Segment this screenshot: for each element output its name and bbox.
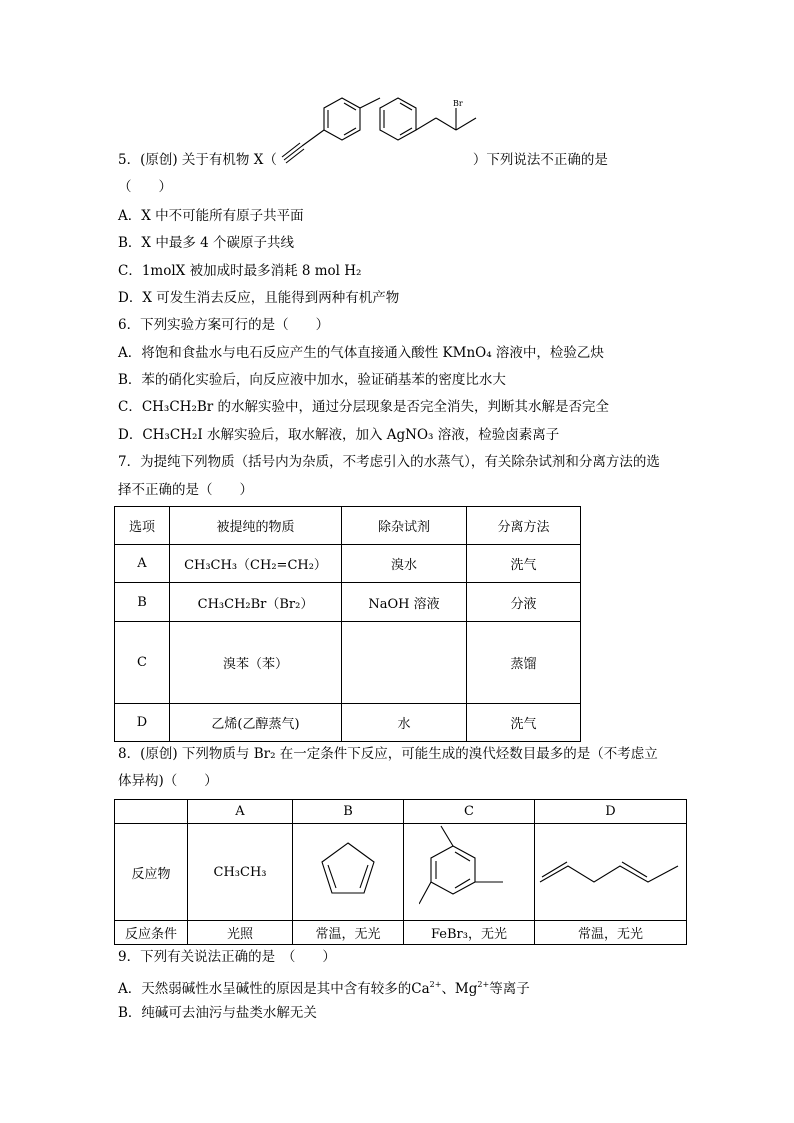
- q5-option-b: B．X 中最多 4 个碳原子共线: [118, 235, 294, 251]
- q5-paren: （ ）: [118, 179, 172, 195]
- q7-table: [114, 506, 581, 742]
- q7-header-method: 分离方法: [467, 507, 581, 545]
- q9-stem: 9．下列有关说法正确的是 （ ）: [118, 949, 336, 965]
- cyclopentadiene-structure: [308, 835, 388, 905]
- q7-cell: 洗气: [467, 545, 581, 583]
- q5-option-c: C．1molX 被加成时最多消耗 8 mol H₂: [118, 263, 362, 279]
- q8-header-a: A: [188, 800, 293, 824]
- mesitylene-structure: [419, 824, 519, 916]
- q7-header-reagent: 除杂试剂: [342, 507, 467, 545]
- q7-header-option: 选项: [115, 507, 170, 545]
- q8-stem-line2: 体异构)（ ）: [118, 773, 218, 789]
- q8-reactant-label: 反应物: [115, 824, 188, 921]
- q8-header-d: D: [535, 800, 687, 824]
- q7-cell: NaOH 溶液: [342, 583, 467, 622]
- q7-stem-line1: 7．为提纯下列物质（括号内为杂质，不考虑引入的水蒸气），有关除杂试剂和分离方法的选: [118, 454, 660, 470]
- q8-condition-b: 常温，无光: [293, 921, 404, 945]
- q7-cell: 溴苯（苯）: [170, 622, 342, 704]
- q8-table: [114, 799, 687, 945]
- q7-header-substance: 被提纯的物质: [170, 507, 342, 545]
- q5-option-a: A．X 中不可能所有原子共平面: [118, 208, 304, 224]
- q6-option-a: A．将饱和食盐水与电石反应产生的气体直接通入酸性 KMnO₄ 溶液中，检验乙炔: [118, 345, 604, 361]
- q7-stem-line2: 择不正确的是（ ）: [118, 482, 253, 498]
- q6-option-b: B．苯的硝化实验后，向反应液中加水，验证硝基苯的密度比水大: [118, 372, 506, 388]
- hexadiene-structure: [538, 850, 684, 890]
- q8-reactant-a: CH₃CH₃: [188, 824, 293, 921]
- q6-option-d: D．CH₃CH₂I 水解实验后，取水解液，加入 AgNO₃ 溶液，检验卤素离子: [118, 427, 560, 443]
- q7-cell: 乙烯(乙醇蒸气): [170, 704, 342, 742]
- q9-option-b: B．纯碱可去油污与盐类水解无关: [118, 1005, 317, 1021]
- q5-option-d: D．X 可发生消去反应，且能得到两种有机产物: [118, 290, 400, 306]
- q8-reactant-d: [535, 824, 687, 921]
- q7-cell: 分液: [467, 583, 581, 622]
- q7-cell: A: [115, 545, 170, 583]
- q8-reactant-b: [293, 824, 404, 921]
- bromine-label: Br: [453, 99, 463, 108]
- q7-cell: 蒸馏: [467, 622, 581, 704]
- q8-header-b: B: [293, 800, 404, 824]
- q7-cell: 洗气: [467, 704, 581, 742]
- q6-option-c: C．CH₃CH₂Br 的水解实验中，通过分层现象是否完全消失，判断其水解是否完全: [118, 399, 610, 415]
- q7-cell: [342, 622, 467, 704]
- q8-reactant-c: [404, 824, 535, 921]
- q7-cell: 水: [342, 704, 467, 742]
- q8-stem-line1: 8．(原创) 下列物质与 Br₂ 在一定条件下反应，可能生成的溴代烃数目最多的是（不考虑立: [118, 746, 658, 762]
- q7-cell: B: [115, 583, 170, 622]
- q9-option-a: A．天然弱碱性水呈碱性的原因是其中含有较多的$Ca^{2+}$、$Mg^{2+}$等离子: [118, 980, 530, 997]
- q8-condition-a: 光照: [188, 921, 293, 945]
- q7-cell: CH₃CH₂Br（Br₂）: [170, 583, 342, 622]
- q7-cell: C: [115, 622, 170, 704]
- q7-cell: 溴水: [342, 545, 467, 583]
- q6-stem: 6．下列实验方案可行的是（ ）: [118, 317, 330, 333]
- q7-cell: D: [115, 704, 170, 742]
- q8-condition-c: FeBr₃，无光: [404, 921, 535, 945]
- q5-stem: 5．(原创) 关于有机物 X（ ）下列说法不正确的是: [118, 152, 608, 168]
- q8-condition-d: 常温，无光: [535, 921, 687, 945]
- q8-condition-label: 反应条件: [115, 921, 188, 945]
- q8-header-blank: [115, 800, 188, 824]
- q7-cell: CH₃CH₃（CH₂=CH₂）: [170, 545, 342, 583]
- q8-header-c: C: [404, 800, 535, 824]
